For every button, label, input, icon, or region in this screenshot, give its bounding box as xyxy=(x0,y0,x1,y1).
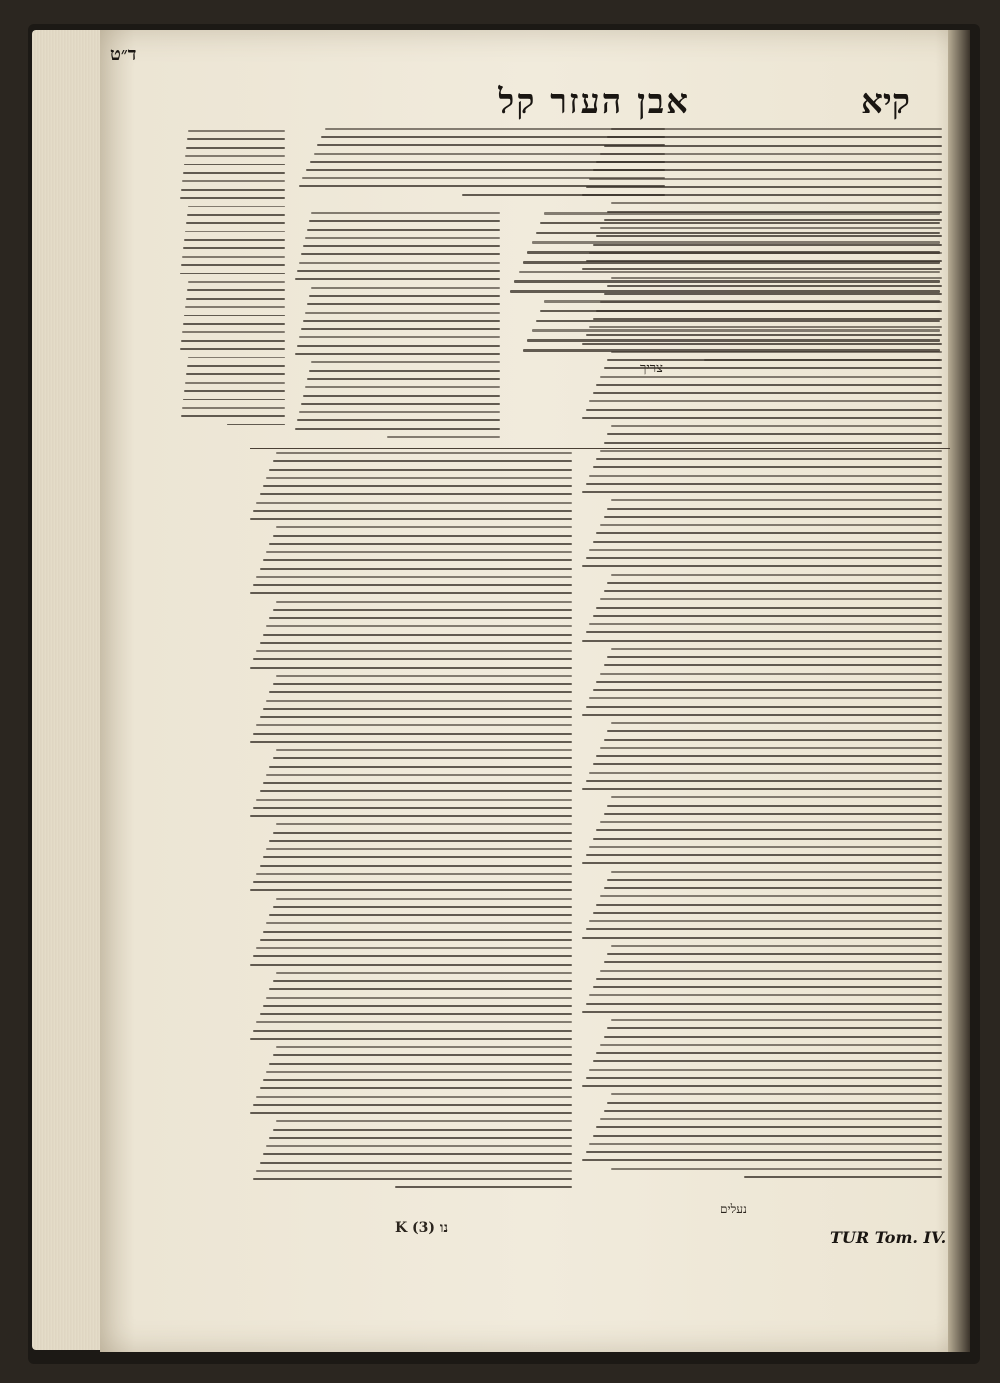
text-line xyxy=(256,947,572,949)
text-line xyxy=(186,222,285,224)
text-line xyxy=(266,1071,572,1073)
text-line xyxy=(256,1021,572,1023)
text-line xyxy=(263,1153,572,1155)
text-line xyxy=(589,178,942,180)
text-line xyxy=(185,306,285,308)
text-line xyxy=(582,937,942,939)
text-line xyxy=(607,1027,942,1029)
text-line xyxy=(269,840,572,842)
text-line xyxy=(250,815,572,817)
text-line xyxy=(611,1168,942,1170)
text-line xyxy=(186,373,285,375)
text-line xyxy=(607,285,942,287)
text-line xyxy=(586,260,942,262)
text-line xyxy=(269,691,572,693)
text-line xyxy=(589,846,942,848)
text-line xyxy=(263,931,572,933)
text-line xyxy=(307,229,500,231)
text-line xyxy=(607,359,942,361)
text-line xyxy=(250,1112,572,1114)
text-line xyxy=(269,1063,572,1065)
text-line xyxy=(187,214,285,216)
text-line xyxy=(276,972,572,974)
text-line xyxy=(593,466,942,468)
text-line xyxy=(266,625,572,627)
text-line xyxy=(604,219,942,221)
text-line xyxy=(263,1079,572,1081)
text-line xyxy=(593,244,942,246)
text-line xyxy=(187,289,285,291)
text-line xyxy=(611,351,942,353)
text-line xyxy=(276,898,572,900)
text-line xyxy=(589,549,942,551)
text-line xyxy=(181,340,285,342)
text-line xyxy=(589,252,942,254)
text-line xyxy=(600,450,942,452)
book-spine xyxy=(948,30,970,1352)
text-line xyxy=(611,499,942,501)
text-line xyxy=(611,1093,942,1095)
text-line xyxy=(600,598,942,600)
text-line xyxy=(305,237,500,239)
text-line xyxy=(301,403,500,405)
text-line xyxy=(269,914,572,916)
text-line xyxy=(593,1060,942,1062)
text-line xyxy=(188,281,285,283)
text-line xyxy=(582,640,942,642)
text-line xyxy=(600,1118,942,1120)
text-line xyxy=(589,475,942,477)
text-line xyxy=(276,601,572,603)
text-line xyxy=(180,348,285,350)
text-line xyxy=(596,1052,942,1054)
text-line xyxy=(596,310,942,312)
text-line xyxy=(604,961,942,963)
text-line xyxy=(611,945,942,947)
text-line xyxy=(303,245,500,247)
text-line xyxy=(604,1110,942,1112)
text-line xyxy=(273,460,572,462)
text-line xyxy=(596,235,942,237)
text-line xyxy=(188,130,285,132)
text-line xyxy=(309,220,500,222)
text-line xyxy=(607,433,942,435)
text-line xyxy=(582,788,942,790)
footer-title: TUR Tom. IV. xyxy=(830,1228,947,1247)
text-line xyxy=(582,1085,942,1087)
book-page xyxy=(100,30,970,1352)
text-line xyxy=(260,1087,572,1089)
text-line xyxy=(611,574,942,576)
side-gloss xyxy=(180,130,285,440)
text-line xyxy=(586,334,942,336)
text-line xyxy=(266,774,572,776)
text-line xyxy=(596,681,942,683)
commentary-left-column xyxy=(250,452,572,1197)
text-line xyxy=(182,331,285,333)
text-line xyxy=(305,386,500,388)
text-line xyxy=(273,609,572,611)
text-line xyxy=(305,312,500,314)
text-line xyxy=(250,592,572,594)
text-line xyxy=(589,326,942,328)
text-line xyxy=(186,298,285,300)
text-line xyxy=(582,491,942,493)
text-line xyxy=(596,904,942,906)
text-line xyxy=(276,675,572,677)
text-line xyxy=(256,873,572,875)
text-line xyxy=(309,295,500,297)
commentary-right-column xyxy=(582,128,942,1188)
text-line xyxy=(181,189,285,191)
text-line xyxy=(600,1044,942,1046)
text-line xyxy=(295,353,500,355)
running-title: אבן העזר קל xyxy=(498,82,690,122)
text-line xyxy=(185,155,285,157)
text-line xyxy=(263,1005,572,1007)
text-line xyxy=(260,1162,572,1164)
text-line xyxy=(611,277,942,279)
text-line xyxy=(611,722,942,724)
text-line xyxy=(263,559,572,561)
text-line xyxy=(273,980,572,982)
text-line xyxy=(395,1186,572,1188)
text-line xyxy=(273,683,572,685)
text-line xyxy=(253,1178,572,1180)
text-line xyxy=(256,576,572,578)
text-line xyxy=(266,551,572,553)
text-line xyxy=(299,262,500,264)
text-line xyxy=(589,1069,942,1071)
text-line xyxy=(604,145,942,147)
text-line xyxy=(263,485,572,487)
text-line xyxy=(185,382,285,384)
text-line xyxy=(596,532,942,534)
text-line xyxy=(260,493,572,495)
text-line xyxy=(604,516,942,518)
text-line xyxy=(273,1129,572,1131)
text-line xyxy=(600,970,942,972)
text-line xyxy=(582,343,942,345)
text-line xyxy=(593,689,942,691)
text-line xyxy=(253,881,572,883)
text-line xyxy=(586,1003,942,1005)
text-line xyxy=(188,206,285,208)
text-line xyxy=(582,565,942,567)
text-line xyxy=(600,821,942,823)
text-line xyxy=(187,138,285,140)
text-line xyxy=(589,994,942,996)
text-line xyxy=(600,895,942,897)
text-line xyxy=(593,1135,942,1137)
text-line xyxy=(593,986,942,988)
text-line xyxy=(299,336,500,338)
text-line xyxy=(596,755,942,757)
text-line xyxy=(250,964,572,966)
text-line xyxy=(589,400,942,402)
text-line xyxy=(180,197,285,199)
text-line xyxy=(600,673,942,675)
text-line xyxy=(582,1159,942,1161)
text-line xyxy=(188,357,285,359)
text-line xyxy=(260,865,572,867)
signature-mark: K (3) נו xyxy=(395,1220,449,1236)
text-line xyxy=(187,365,285,367)
text-line xyxy=(611,128,942,130)
text-line xyxy=(593,615,942,617)
page-id: ד״ט xyxy=(110,44,137,65)
text-line xyxy=(276,452,572,454)
text-line xyxy=(607,953,942,955)
text-line xyxy=(607,656,942,658)
text-line xyxy=(593,318,942,320)
text-line xyxy=(607,508,942,510)
text-line xyxy=(604,293,942,295)
text-line xyxy=(183,323,285,325)
text-line xyxy=(273,757,572,759)
text-line xyxy=(607,879,942,881)
text-line xyxy=(256,502,572,504)
text-line xyxy=(600,747,942,749)
text-line xyxy=(596,1126,942,1128)
text-line xyxy=(600,301,942,303)
text-line xyxy=(301,253,500,255)
text-line xyxy=(269,1137,572,1139)
text-line xyxy=(586,1077,942,1079)
text-line xyxy=(250,518,572,520)
text-line xyxy=(600,524,942,526)
text-line xyxy=(185,231,285,233)
text-line xyxy=(276,1046,572,1048)
text-line xyxy=(276,749,572,751)
text-line xyxy=(260,939,572,941)
text-line xyxy=(266,477,572,479)
text-line xyxy=(611,1019,942,1021)
text-line xyxy=(589,1143,942,1145)
text-line xyxy=(596,607,942,609)
text-line xyxy=(295,278,500,280)
text-line xyxy=(582,862,942,864)
catchword: נעלים xyxy=(720,1202,747,1216)
text-line xyxy=(250,889,572,891)
text-line xyxy=(311,361,500,363)
text-line xyxy=(269,469,572,471)
text-line xyxy=(593,392,942,394)
text-line xyxy=(589,623,942,625)
page-header xyxy=(160,82,910,122)
text-line xyxy=(596,458,942,460)
text-line xyxy=(586,186,942,188)
text-line xyxy=(263,782,572,784)
text-line xyxy=(582,417,942,419)
text-line xyxy=(596,978,942,980)
text-line xyxy=(273,535,572,537)
text-line xyxy=(260,1013,572,1015)
commentary-left-upper xyxy=(295,212,500,447)
text-line xyxy=(586,557,942,559)
text-line xyxy=(260,790,572,792)
text-line xyxy=(582,194,942,196)
text-line xyxy=(604,1036,942,1038)
text-line xyxy=(744,1176,942,1178)
text-line xyxy=(260,716,572,718)
text-line xyxy=(586,928,942,930)
text-line xyxy=(586,780,942,782)
text-line xyxy=(299,411,500,413)
text-line xyxy=(297,270,500,272)
text-line xyxy=(253,658,572,660)
text-line xyxy=(269,617,572,619)
text-line xyxy=(593,838,942,840)
text-line xyxy=(276,823,572,825)
text-line xyxy=(266,848,572,850)
text-line xyxy=(250,1038,572,1040)
text-line xyxy=(307,303,500,305)
text-line xyxy=(593,169,942,171)
text-line xyxy=(611,796,942,798)
text-line xyxy=(297,419,500,421)
text-line xyxy=(307,378,500,380)
text-line xyxy=(593,763,942,765)
text-line xyxy=(611,202,942,204)
text-line xyxy=(586,854,942,856)
text-line xyxy=(260,568,572,570)
text-line xyxy=(256,1170,572,1172)
text-line xyxy=(266,1145,572,1147)
text-line xyxy=(227,424,285,426)
text-line xyxy=(586,631,942,633)
text-line xyxy=(263,708,572,710)
text-line xyxy=(589,920,942,922)
text-line xyxy=(607,730,942,732)
text-line xyxy=(303,320,500,322)
text-line xyxy=(273,906,572,908)
text-line xyxy=(301,328,500,330)
text-line xyxy=(253,584,572,586)
text-line xyxy=(276,1120,572,1122)
text-line xyxy=(311,212,500,214)
text-line xyxy=(593,912,942,914)
text-line xyxy=(250,741,572,743)
text-line xyxy=(582,1011,942,1013)
text-line xyxy=(184,315,285,317)
text-line xyxy=(181,415,285,417)
text-line xyxy=(253,733,572,735)
text-line xyxy=(260,642,572,644)
text-line xyxy=(256,799,572,801)
text-line xyxy=(256,1096,572,1098)
text-line xyxy=(269,988,572,990)
text-line xyxy=(253,955,572,957)
text-line xyxy=(607,805,942,807)
text-line xyxy=(250,667,572,669)
text-line xyxy=(611,425,942,427)
text-line xyxy=(604,442,942,444)
text-line xyxy=(297,345,500,347)
text-line xyxy=(269,766,572,768)
text-line xyxy=(184,239,285,241)
text-line xyxy=(182,256,285,258)
text-line xyxy=(582,268,942,270)
text-line xyxy=(184,164,285,166)
text-line xyxy=(182,407,285,409)
text-line xyxy=(589,772,942,774)
text-line xyxy=(604,590,942,592)
text-line xyxy=(586,483,942,485)
text-line xyxy=(273,832,572,834)
text-line xyxy=(183,172,285,174)
text-line xyxy=(266,997,572,999)
text-line xyxy=(607,136,942,138)
text-line xyxy=(263,634,572,636)
text-line xyxy=(611,871,942,873)
text-line xyxy=(604,739,942,741)
text-line xyxy=(276,526,572,528)
text-line xyxy=(589,697,942,699)
text-line xyxy=(586,706,942,708)
text-line xyxy=(604,367,942,369)
text-line xyxy=(607,211,942,213)
text-line xyxy=(266,700,572,702)
text-line xyxy=(182,180,285,182)
text-line xyxy=(273,1054,572,1056)
text-line xyxy=(604,664,942,666)
text-line xyxy=(600,376,942,378)
text-line xyxy=(593,541,942,543)
text-line xyxy=(311,287,500,289)
text-line xyxy=(607,1102,942,1104)
text-line xyxy=(582,714,942,716)
text-line xyxy=(256,724,572,726)
text-line xyxy=(253,807,572,809)
text-line xyxy=(611,648,942,650)
text-line xyxy=(604,813,942,815)
text-line xyxy=(183,247,285,249)
text-line xyxy=(295,428,500,430)
page-edges xyxy=(32,30,102,1350)
text-line xyxy=(600,153,942,155)
text-line xyxy=(256,650,572,652)
text-line xyxy=(387,436,500,438)
text-line xyxy=(253,1030,572,1032)
text-line xyxy=(253,1104,572,1106)
text-line xyxy=(586,1151,942,1153)
text-line xyxy=(309,370,500,372)
text-line xyxy=(604,887,942,889)
text-line xyxy=(184,390,285,392)
text-line xyxy=(596,384,942,386)
text-line xyxy=(596,161,942,163)
text-line xyxy=(596,829,942,831)
text-line xyxy=(586,409,942,411)
text-line xyxy=(181,264,285,266)
text-line xyxy=(183,399,285,401)
text-line xyxy=(269,543,572,545)
text-line xyxy=(266,922,572,924)
text-line xyxy=(303,395,500,397)
text-line xyxy=(600,227,942,229)
text-line xyxy=(186,147,285,149)
text-line xyxy=(263,856,572,858)
text-line xyxy=(253,510,572,512)
text-line xyxy=(607,582,942,584)
text-line xyxy=(180,273,285,275)
folio-number: קיא xyxy=(861,82,910,122)
